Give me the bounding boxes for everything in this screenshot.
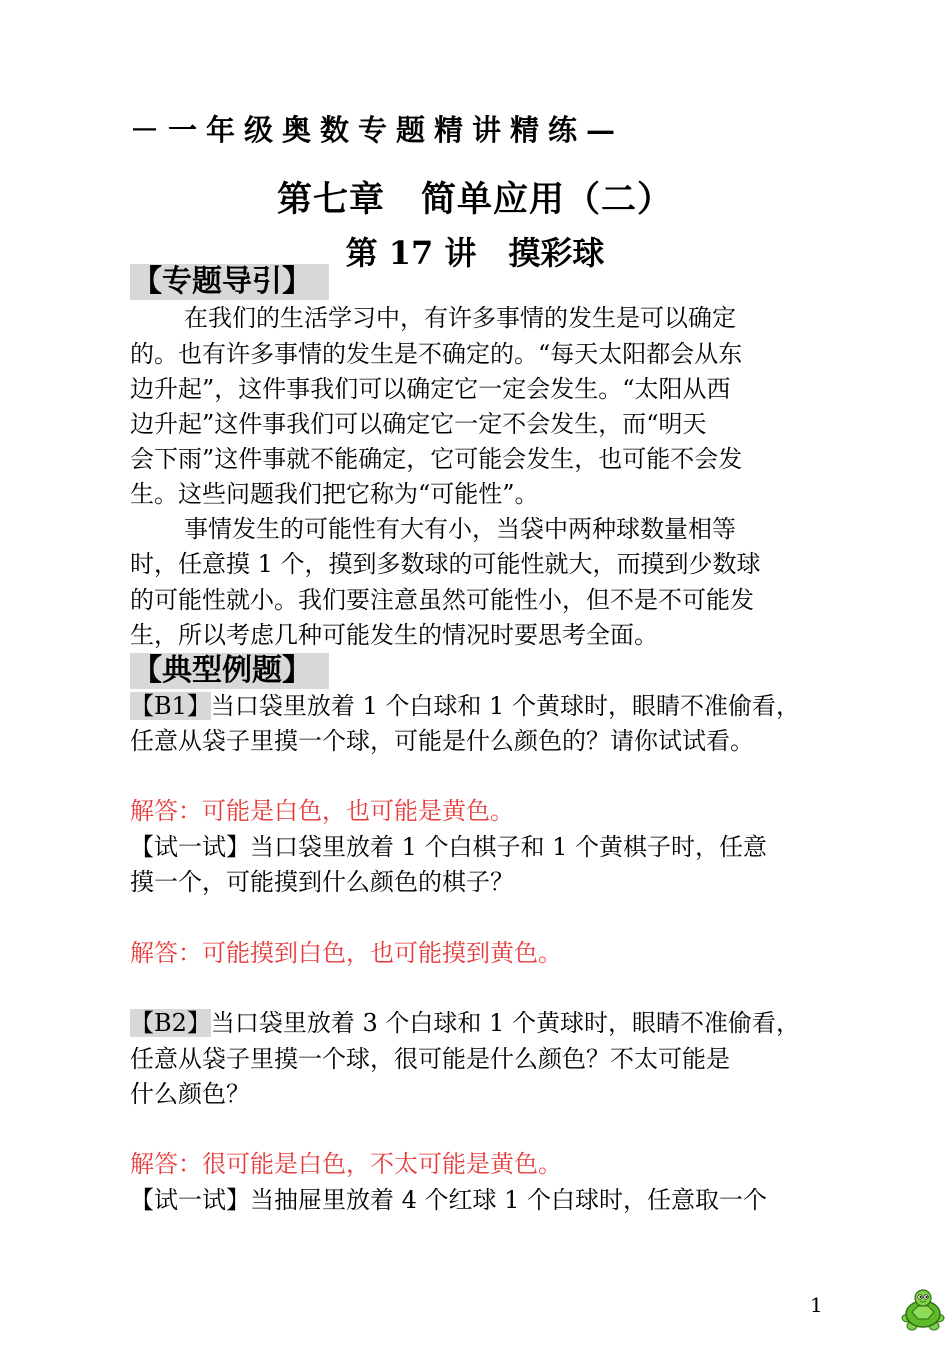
intro-line: 生。这些问题我们把它称为“可能性”。 (130, 480, 539, 508)
intro-line: 边升起”，这件事我们可以确定它一定会发生。“太阳从西 (130, 375, 731, 403)
example-b1-line (130, 691, 800, 721)
try-two-line: 【试一试】当抽屉里放着 4 个红球 1 个白球时，任意取一个 (130, 1186, 768, 1214)
header-dash-left: － (130, 113, 169, 147)
try-one-line: 摸一个，可能摸到什么颜色的棋子？ (130, 868, 514, 896)
answer-b1: 解答：可能是白色，也可能是黄色。 (130, 797, 514, 825)
section-heading-intro: 【专题导引】 (130, 264, 329, 300)
intro-line: 事情发生的可能性有大有小，当袋中两种球数量相等 (184, 515, 736, 543)
example-b1-line: 任意从袋子里摸一个球，可能是什么颜色的？请你试试看。 (130, 727, 754, 755)
intro-line: 生，所以考虑几种可能发生的情况时要思考全面。 (130, 621, 658, 649)
answer-try-one: 解答：可能摸到白色，也可能摸到黄色。 (130, 939, 562, 967)
example-b2-line: 任意从袋子里摸一个球，很可能是什么颜色？不太可能是 (130, 1045, 730, 1073)
intro-line: 在我们的生活学习中，有许多事情的发生是可以确定 (184, 304, 736, 332)
answer-b2: 解答：很可能是白色，不太可能是黄色。 (130, 1150, 562, 1178)
turtle-icon (898, 1288, 948, 1332)
intro-line: 时，任意摸 1 个，摸到多数球的可能性就大，而摸到少数球 (130, 550, 761, 578)
try-one-line: 【试一试】当口袋里放着 1 个白棋子和 1 个黄棋子时，任意 (130, 833, 768, 861)
example-tag-b2: 【B2】 (130, 1009, 211, 1037)
chapter-title: 第七章 简单应用（二） (276, 179, 673, 220)
section-heading-examples: 【典型例题】 (130, 653, 329, 689)
intro-line: 边升起”这件事我们可以确定它一定不会发生，而“明天 (130, 410, 707, 438)
header-dash-right: — (586, 113, 625, 147)
header-title: 一年级奥数专题精讲精练 (168, 113, 587, 147)
example-b2-text: 当口袋里放着 3 个白球和 1 个黄球时，眼睛不准偷看， (210, 1009, 800, 1037)
document-header (130, 108, 624, 149)
intro-line: 会下雨”这件事就不能确定，它可能会发生，也可能不会发 (130, 445, 743, 473)
example-b2-line (130, 1008, 800, 1038)
intro-line: 的。也有许多事情的发生是不确定的。“每天太阳都会从东 (130, 340, 743, 368)
example-b1-text: 当口袋里放着 1 个白球和 1 个黄球时，眼睛不准偷看， (210, 692, 800, 720)
intro-line: 的可能性就小。我们要注意虽然可能性小，但不是不可能发 (130, 586, 754, 614)
lecture-title: 第 17 讲 摸彩球 (345, 234, 605, 272)
example-tag-b1: 【B1】 (130, 692, 211, 720)
page-number: 1 (810, 1293, 823, 1317)
example-b2-line: 什么颜色？ (130, 1080, 250, 1108)
